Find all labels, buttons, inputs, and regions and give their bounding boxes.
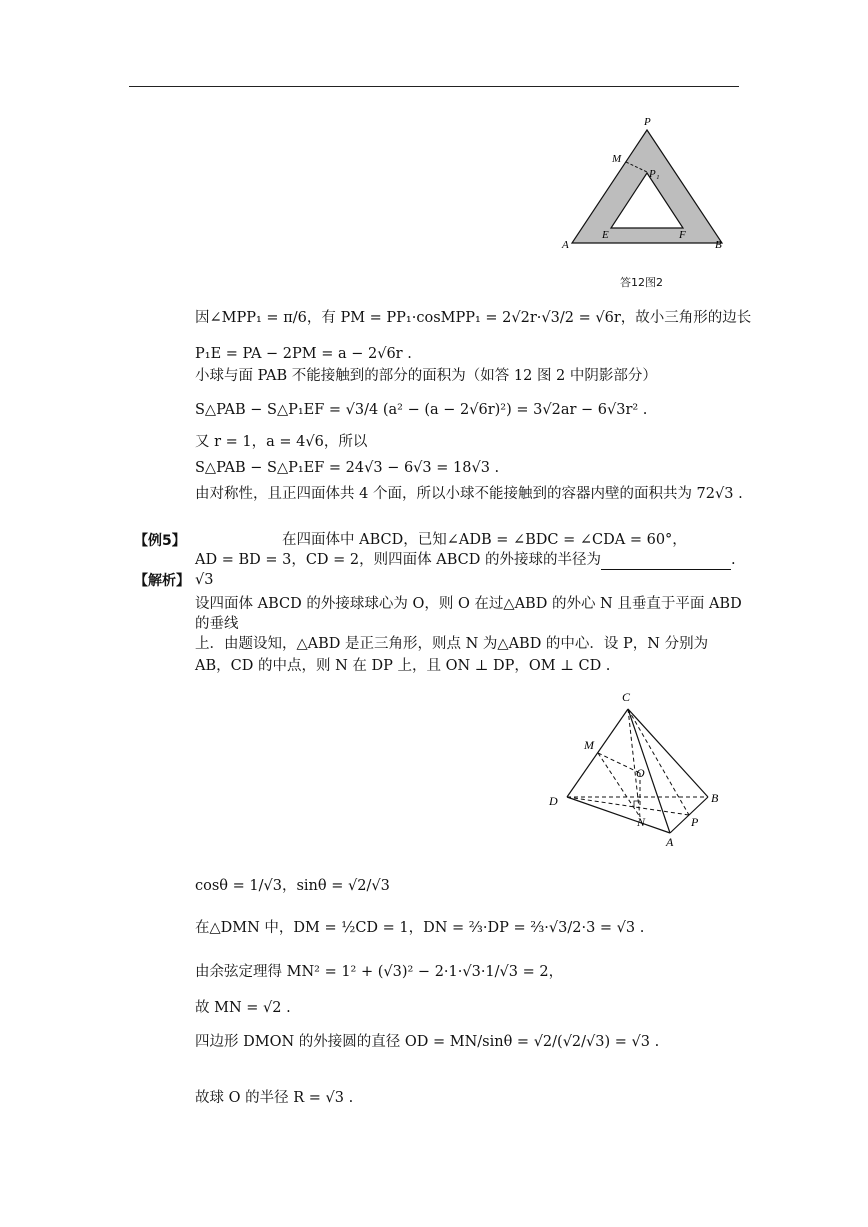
label-c: C [622,690,631,704]
label-m: M [612,153,622,165]
solution-tag: 【解析】 [134,573,190,589]
label-p2: P [691,815,699,829]
example-tag: 【例5】 [134,533,186,549]
label-b: B [715,239,722,251]
example-question-1: 在四面体中 ABCD，已知∠ADB = ∠BDC = ∠CDA = 60°， [282,532,687,548]
text-line-1: 因∠MPP₁ = π/6，有 PM = PP₁·cosMPP₁ = 2√2r·√3/2 = √6r，故小三角形的边长 [195,310,752,326]
label-f: F [679,229,686,241]
solution-line-2: 的垂线 [195,616,239,632]
figure-triangle [560,110,735,255]
label-o: O [636,766,645,780]
text-line-6: S△PAB − S△P₁EF = 24√3 − 6√3 = 18√3 . [195,460,500,476]
label-p: P [644,116,651,128]
figure-tetrahedron [540,685,730,850]
text-line-7: 由对称性，且正四面体共 4 个面，所以小球不能接触到的容器内壁的面积共为 72√3 . [195,486,743,502]
label-e: E [602,229,609,241]
calc-line-1: cosθ = 1/√3，sinθ = √2/√3 [195,878,390,894]
text-line-3: 小球与面 PAB 不能接触到的部分的面积为（如答 12 图 2 中阴影部分） [195,368,657,384]
text-line-4: S△PAB − S△P₁EF = √3/4 (a² − (a − 2√6r)²) = 3√2ar − 6√3r² . [195,402,648,418]
header-rule [129,86,739,87]
label-b2: B [711,791,719,805]
label-p1: P₁ [649,168,660,180]
example-question-2 [195,550,736,570]
label-d: D [549,794,558,808]
solution-line-3: 上．由题设知，△ABD 是正三角形，则点 N 为△ABD 的中心．设 P，N 分别为 [195,636,709,652]
question-text: AD = BD = 3，CD = 2，则四面体 ABCD 的外接球的半径为 [195,552,601,568]
solution-line-1: 设四面体 ABCD 的外接球球心为 O，则 O 在过△ABD 的外心 N 且垂直于平面 ABD [195,596,742,612]
calc-line-4: 故 MN = √2 . [195,1000,291,1016]
label-m2: M [584,738,594,752]
question-end: . [731,552,736,568]
text-line-5: 又 r = 1，a = 4√6，所以 [195,434,368,450]
solution-line-4: AB，CD 的中点，则 N 在 DP 上，且 ON ⊥ DP，OM ⊥ CD . [195,658,611,674]
label-n: N [637,815,646,829]
calc-line-2: 在△DMN 中，DM = ½CD = 1，DN = ⅔·DP = ⅔·√3/2·3 = √3 . [195,920,645,936]
label-a2: A [666,835,674,849]
label-a: A [562,239,569,251]
figure-caption: 答12图2 [620,276,663,289]
text-line-2: P₁E = PA − 2PM = a − 2√6r . [195,346,412,362]
solution-answer: √3 [195,572,214,588]
answer-blank [601,555,731,570]
calc-line-6: 故球 O 的半径 R = √3 . [195,1090,354,1106]
calc-line-3: 由余弦定理得 MN² = 1² + (√3)² − 2·1·√3·1/√3 = 2， [195,964,564,980]
calc-line-5: 四边形 DMON 的外接圆的直径 OD = MN/sinθ = √2/(√2/√3) = √3 . [195,1034,660,1050]
